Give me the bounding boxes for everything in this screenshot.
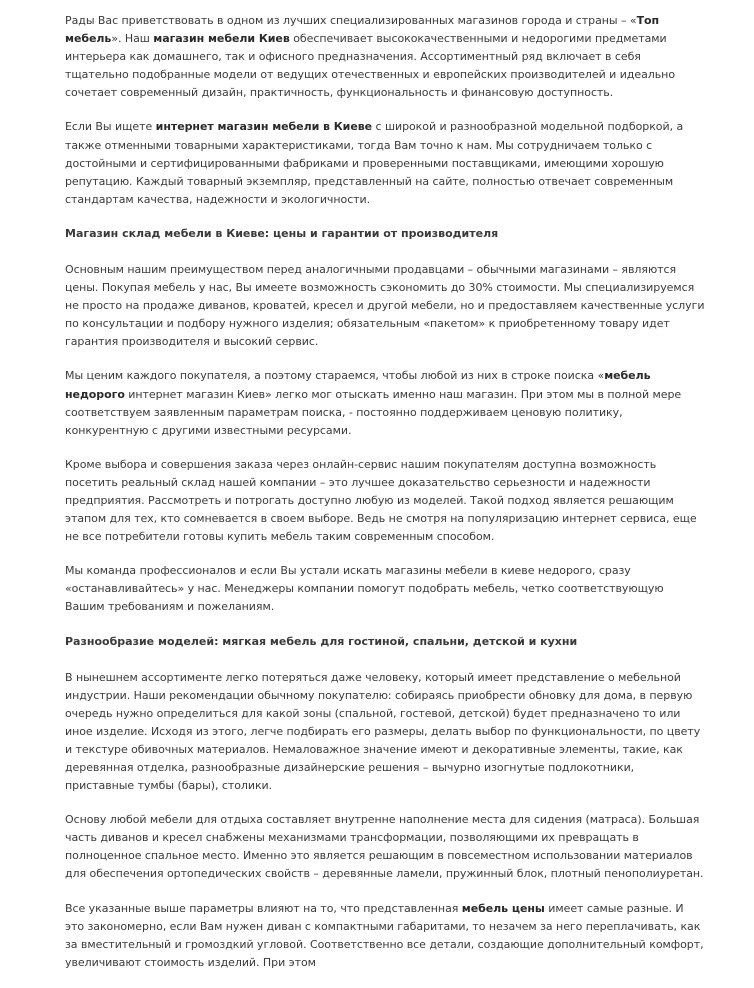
bold-text-mebel-nedorogo: мебель недорого (65, 369, 651, 401)
text-run: имеет самые разные. И это закономерно, если Вам нужен диван с компактными габаритами, то незачем за него переплачивать, как за вместительный и громоздкий угловой. Соответственно все детали, создающие дополнительный комфорт, увеличивают стоимость изделий. При этом (65, 901, 704, 969)
text-run: Основу любой мебели для отдыха составляет внутренне наполнение места для сидения (матраса). Большая часть диванов и кресел снабжены механизмами трансформации, позволяющими их превращать в полноценное спальное место. Именно это является решающим в повсеместном использовании материалов для обеспечения ортопедических свойств – деревянные ламели, пружинный блок, плотный пенополиуретан. (65, 813, 704, 881)
text-run: Кроме выбора и совершения заказа через онлайн-сервис нашим покупателям доступна возможность посетить реальный склад нашей компании – это лучшее доказательство серьезности и надежности предприятия. Рассмотреть и потрогать доступно любую из моделей. Такой подход является решающим этапом для тех, кто сомневается в своем выборе. Ведь не смотря на популяризацию интернет сервиса, еще не все потребители готовы купить мебель таким современным способом. (65, 457, 697, 544)
team-paragraph (65, 562, 705, 616)
text-run: Рады Вас приветствовать в одном из лучших специализированных магазинов города и страны – « (65, 14, 637, 27)
text-run: обеспечивает высококачественными и недорогими предметами интерьера как домашнего, так и офисного предназначения. Ассортиментный ряд включает в себя тщательно подобранные модели от ведущих отечественных и европейских производителей и идеально сочетает современный дизайн, практичность, функциональность и финансовую доступность. (65, 32, 676, 100)
article-content (65, 12, 705, 988)
warehouse-paragraph (65, 456, 705, 546)
bold-text-internet-magazin: интернет магазин мебели в Киеве (155, 120, 373, 134)
text-run: Основным нашим преимуществом перед аналогичными продавцами – обычными магазинами – являются цены. Покупая мебель у нас, Вы имеете возможность сэкономить до 30% стоимости. Мы специализируемся не просто на продаже диванов, кроватей, кресел и другой мебели, но и предоставляем качественные услуги по консультации и подбору нужного изделия; обязательным «пакетом» к приобретенному товару идет гарантия производителя и высокий сервис. (65, 262, 705, 349)
text-run: интернет магазин Киев» легко мог отыскать именно наш магазин. При этом мы в полной мере соответствуем заявленным параметрам поиска, - постоянно поддерживаем ценовую политику, конкурентную с другими известными ресурсами. (65, 387, 682, 437)
search-paragraph (65, 118, 705, 208)
text-run: В нынешнем ассортименте легко потеряться даже человеку, который имеет представление о мебельной индустрии. Наши рекомендации обычному покупателю: собираясь приобрести обновку для дома, в первую очередь нужно определиться для какой зоны (спальной, гостевой, детской) будет предназначено то или иное изделие. Исходя из этого, легче подбирать его размеры, делать выбор по функциональности, по цвету и текстуре обивочных материалов. Немаловажное значение имеют и декоративные элементы, такие, как деревянная отделка, разнообразные дизайнерские решения – вычурно изогнутые подлокотники, приставные тумбы (бары), столики. (65, 670, 701, 793)
assortment-paragraph (65, 669, 705, 796)
advantage-paragraph (65, 261, 705, 351)
section-heading-prices: Магазин склад мебели в Киеве: цены и гарантии от производителя (65, 226, 499, 240)
text-run: Мы ценим каждого покупателя, а поэтому стараемся, чтобы любой из них в строке поиска « (65, 369, 605, 383)
bold-text-mebel-ceny: мебель цены (461, 901, 545, 915)
text-run: Если Вы ищете (65, 120, 156, 134)
bold-text-magazin-mebeli-kiev: магазин мебели Киев (153, 32, 290, 46)
intro-paragraph (65, 12, 705, 102)
bold-text-top-mebel: Топ мебель (65, 14, 660, 46)
pricing-paragraph (65, 900, 705, 972)
section-heading-variety: Разнообразие моделей: мягкая мебель для гостиной, спальни, детской и кухни (65, 634, 578, 648)
text-run: Мы команда профессионалов и если Вы устали искать магазины мебели в киеве недорого, сразу «останавливайтесь» у нас. Менеджеры компании помогут подобрать мебель, четко соответствующую Вашим требованиям и пожеланиям. (65, 564, 664, 614)
text-run: ». Наш (111, 32, 154, 46)
filling-paragraph (65, 811, 705, 883)
text-run: с широкой и разнообразной модельной подборкой, а также отменными товарными характеристиками, тогда Вам точно к нам. Мы сотрудничаем только с достойными и сертифицированными фабриками и проверенными поставщиками, имеющими хорошую репутацию. Каждый товарный экземпляр, представленный на сайте, полностью отвечает современным стандартам качества, надежности и экологичности. (65, 120, 684, 206)
text-run: Все указанные выше параметры влияют на то, что представленная (65, 901, 462, 915)
customer-paragraph (65, 367, 705, 439)
